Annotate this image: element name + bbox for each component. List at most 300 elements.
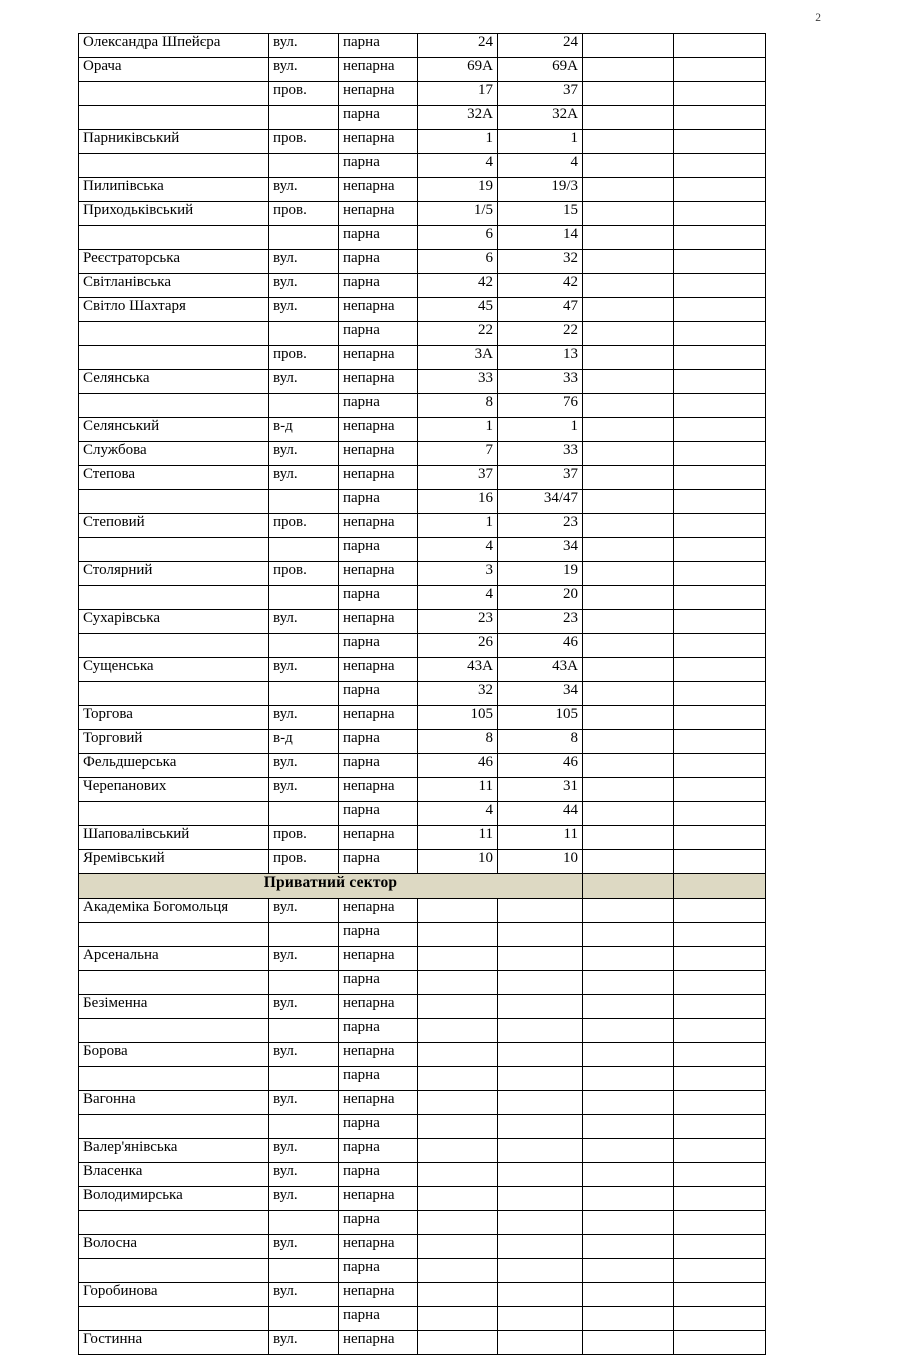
- table-row: [79, 1331, 766, 1355]
- street-name-cell: [79, 971, 269, 995]
- extra-column-2-cell: [674, 298, 766, 322]
- parity-cell: непарна: [339, 899, 418, 923]
- table-row: [79, 106, 766, 130]
- table-body: [79, 34, 766, 1355]
- parity-cell: непарна: [339, 1331, 418, 1355]
- parity-cell: непарна: [339, 562, 418, 586]
- parity-cell: непарна: [339, 130, 418, 154]
- section-header-pad-1: [583, 874, 674, 899]
- table-row: [79, 1019, 766, 1043]
- street-type-cell: вул.: [269, 34, 339, 58]
- table-row: [79, 826, 766, 850]
- street-name-cell: [79, 346, 269, 370]
- extra-column-1-cell: [583, 1043, 674, 1067]
- extra-column-1-cell: [583, 658, 674, 682]
- extra-column-1-cell: [583, 490, 674, 514]
- extra-column-2-cell: [674, 442, 766, 466]
- range-to-cell: 76: [498, 394, 583, 418]
- extra-column-1-cell: [583, 754, 674, 778]
- table-row: [79, 322, 766, 346]
- extra-column-2-cell: [674, 106, 766, 130]
- parity-cell: непарна: [339, 298, 418, 322]
- street-type-cell: [269, 1067, 339, 1091]
- range-to-cell: 33: [498, 370, 583, 394]
- table-row: [79, 682, 766, 706]
- extra-column-2-cell: [674, 274, 766, 298]
- street-name-cell: Володимирська: [79, 1187, 269, 1211]
- range-to-cell: [498, 1019, 583, 1043]
- range-to-cell: [498, 1139, 583, 1163]
- extra-column-1-cell: [583, 634, 674, 658]
- parity-cell: непарна: [339, 1043, 418, 1067]
- parity-cell: парна: [339, 1139, 418, 1163]
- table-row: [79, 802, 766, 826]
- range-from-cell: [418, 923, 498, 947]
- range-to-cell: [498, 1331, 583, 1355]
- extra-column-1-cell: [583, 298, 674, 322]
- parity-cell: парна: [339, 226, 418, 250]
- street-name-cell: [79, 1211, 269, 1235]
- range-from-cell: [418, 971, 498, 995]
- extra-column-1-cell: [583, 586, 674, 610]
- street-name-cell: Селянська: [79, 370, 269, 394]
- extra-column-2-cell: [674, 1187, 766, 1211]
- range-from-cell: 45: [418, 298, 498, 322]
- extra-column-1-cell: [583, 1259, 674, 1283]
- street-name-cell: Волосна: [79, 1235, 269, 1259]
- street-name-cell: [79, 1259, 269, 1283]
- range-to-cell: 31: [498, 778, 583, 802]
- street-name-cell: Торгова: [79, 706, 269, 730]
- range-from-cell: 6: [418, 226, 498, 250]
- table-row: [79, 1067, 766, 1091]
- street-name-cell: [79, 106, 269, 130]
- parity-cell: парна: [339, 1115, 418, 1139]
- range-from-cell: 3: [418, 562, 498, 586]
- extra-column-2-cell: [674, 850, 766, 874]
- table-row: [79, 562, 766, 586]
- extra-column-2-cell: [674, 466, 766, 490]
- street-type-cell: [269, 538, 339, 562]
- range-to-cell: 4: [498, 154, 583, 178]
- street-type-cell: пров.: [269, 346, 339, 370]
- range-from-cell: 105: [418, 706, 498, 730]
- extra-column-1-cell: [583, 682, 674, 706]
- street-name-cell: Сухарівська: [79, 610, 269, 634]
- extra-column-2-cell: [674, 1259, 766, 1283]
- parity-cell: непарна: [339, 1091, 418, 1115]
- street-registry-table: [78, 33, 766, 1355]
- street-type-cell: пров.: [269, 850, 339, 874]
- range-from-cell: 32A: [418, 106, 498, 130]
- range-from-cell: [418, 1091, 498, 1115]
- extra-column-1-cell: [583, 82, 674, 106]
- extra-column-1-cell: [583, 1163, 674, 1187]
- extra-column-1-cell: [583, 130, 674, 154]
- table-row: [79, 995, 766, 1019]
- street-name-cell: [79, 634, 269, 658]
- parity-cell: парна: [339, 322, 418, 346]
- range-to-cell: [498, 923, 583, 947]
- extra-column-2-cell: [674, 730, 766, 754]
- extra-column-2-cell: [674, 802, 766, 826]
- street-type-cell: вул.: [269, 995, 339, 1019]
- street-type-cell: вул.: [269, 1283, 339, 1307]
- parity-cell: непарна: [339, 58, 418, 82]
- table-row: [79, 634, 766, 658]
- parity-cell: парна: [339, 490, 418, 514]
- street-name-cell: Службова: [79, 442, 269, 466]
- street-type-cell: [269, 971, 339, 995]
- street-type-cell: вул.: [269, 899, 339, 923]
- parity-cell: непарна: [339, 826, 418, 850]
- range-from-cell: 8: [418, 394, 498, 418]
- extra-column-2-cell: [674, 154, 766, 178]
- extra-column-2-cell: [674, 754, 766, 778]
- street-name-cell: [79, 923, 269, 947]
- extra-column-1-cell: [583, 370, 674, 394]
- extra-column-1-cell: [583, 923, 674, 947]
- table-row: [79, 298, 766, 322]
- street-type-cell: вул.: [269, 274, 339, 298]
- table-row: [79, 346, 766, 370]
- table-row: [79, 466, 766, 490]
- street-name-cell: [79, 226, 269, 250]
- extra-column-2-cell: [674, 1331, 766, 1355]
- street-type-cell: [269, 802, 339, 826]
- parity-cell: парна: [339, 923, 418, 947]
- table-row: [79, 490, 766, 514]
- range-to-cell: [498, 995, 583, 1019]
- extra-column-2-cell: [674, 130, 766, 154]
- range-to-cell: 32: [498, 250, 583, 274]
- extra-column-1-cell: [583, 947, 674, 971]
- street-name-cell: Селянський: [79, 418, 269, 442]
- extra-column-2-cell: [674, 682, 766, 706]
- extra-column-1-cell: [583, 1115, 674, 1139]
- range-from-cell: 46: [418, 754, 498, 778]
- range-from-cell: [418, 1259, 498, 1283]
- table-row: [79, 899, 766, 923]
- extra-column-2-cell: [674, 538, 766, 562]
- range-to-cell: 14: [498, 226, 583, 250]
- extra-column-2-cell: [674, 634, 766, 658]
- extra-column-1-cell: [583, 826, 674, 850]
- extra-column-2-cell: [674, 778, 766, 802]
- range-to-cell: [498, 899, 583, 923]
- range-from-cell: 10: [418, 850, 498, 874]
- range-to-cell: 15: [498, 202, 583, 226]
- extra-column-1-cell: [583, 106, 674, 130]
- street-name-cell: Світло Шахтаря: [79, 298, 269, 322]
- table-row: [79, 394, 766, 418]
- parity-cell: парна: [339, 634, 418, 658]
- street-type-cell: вул.: [269, 610, 339, 634]
- parity-cell: непарна: [339, 610, 418, 634]
- range-to-cell: [498, 1115, 583, 1139]
- extra-column-1-cell: [583, 178, 674, 202]
- parity-cell: непарна: [339, 178, 418, 202]
- extra-column-2-cell: [674, 1211, 766, 1235]
- range-from-cell: 42: [418, 274, 498, 298]
- range-to-cell: [498, 1187, 583, 1211]
- extra-column-1-cell: [583, 346, 674, 370]
- parity-cell: непарна: [339, 202, 418, 226]
- street-type-cell: вул.: [269, 298, 339, 322]
- range-from-cell: 33: [418, 370, 498, 394]
- extra-column-1-cell: [583, 971, 674, 995]
- street-registry-table-wrapper: [78, 33, 765, 1355]
- table-row: [79, 658, 766, 682]
- parity-cell: парна: [339, 971, 418, 995]
- extra-column-1-cell: [583, 514, 674, 538]
- range-to-cell: 1: [498, 130, 583, 154]
- parity-cell: непарна: [339, 418, 418, 442]
- range-from-cell: [418, 1115, 498, 1139]
- extra-column-2-cell: [674, 706, 766, 730]
- street-type-cell: [269, 682, 339, 706]
- extra-column-1-cell: [583, 562, 674, 586]
- range-from-cell: [418, 1211, 498, 1235]
- street-type-cell: [269, 490, 339, 514]
- range-from-cell: 19: [418, 178, 498, 202]
- range-from-cell: 26: [418, 634, 498, 658]
- parity-cell: непарна: [339, 1235, 418, 1259]
- parity-cell: парна: [339, 274, 418, 298]
- section-header-label: Приватний сектор: [79, 874, 583, 899]
- extra-column-2-cell: [674, 58, 766, 82]
- range-to-cell: 13: [498, 346, 583, 370]
- extra-column-2-cell: [674, 826, 766, 850]
- range-to-cell: 105: [498, 706, 583, 730]
- range-to-cell: [498, 1307, 583, 1331]
- range-from-cell: 1: [418, 130, 498, 154]
- extra-column-2-cell: [674, 1115, 766, 1139]
- extra-column-1-cell: [583, 538, 674, 562]
- table-row: [79, 226, 766, 250]
- range-to-cell: 19: [498, 562, 583, 586]
- range-from-cell: [418, 1331, 498, 1355]
- street-type-cell: вул.: [269, 370, 339, 394]
- extra-column-1-cell: [583, 154, 674, 178]
- table-row: [79, 1139, 766, 1163]
- table-row: [79, 202, 766, 226]
- street-type-cell: вул.: [269, 1163, 339, 1187]
- extra-column-1-cell: [583, 1307, 674, 1331]
- parity-cell: непарна: [339, 370, 418, 394]
- range-to-cell: 19/3: [498, 178, 583, 202]
- street-type-cell: вул.: [269, 1235, 339, 1259]
- street-type-cell: вул.: [269, 1091, 339, 1115]
- street-name-cell: [79, 682, 269, 706]
- range-to-cell: 47: [498, 298, 583, 322]
- street-type-cell: вул.: [269, 466, 339, 490]
- street-name-cell: [79, 490, 269, 514]
- street-type-cell: [269, 1115, 339, 1139]
- parity-cell: непарна: [339, 706, 418, 730]
- street-type-cell: вул.: [269, 1187, 339, 1211]
- extra-column-2-cell: [674, 586, 766, 610]
- extra-column-1-cell: [583, 418, 674, 442]
- extra-column-2-cell: [674, 370, 766, 394]
- range-from-cell: 11: [418, 826, 498, 850]
- table-row: [79, 971, 766, 995]
- extra-column-2-cell: [674, 947, 766, 971]
- range-from-cell: 4: [418, 586, 498, 610]
- street-name-cell: Столярний: [79, 562, 269, 586]
- street-name-cell: [79, 538, 269, 562]
- street-name-cell: [79, 586, 269, 610]
- extra-column-1-cell: [583, 850, 674, 874]
- extra-column-1-cell: [583, 730, 674, 754]
- range-to-cell: [498, 1283, 583, 1307]
- street-name-cell: [79, 394, 269, 418]
- street-type-cell: вул.: [269, 1331, 339, 1355]
- range-to-cell: 10: [498, 850, 583, 874]
- range-from-cell: 1/5: [418, 202, 498, 226]
- street-name-cell: Пилипівська: [79, 178, 269, 202]
- extra-column-2-cell: [674, 995, 766, 1019]
- parity-cell: парна: [339, 1307, 418, 1331]
- range-to-cell: 37: [498, 466, 583, 490]
- extra-column-1-cell: [583, 322, 674, 346]
- extra-column-2-cell: [674, 418, 766, 442]
- street-type-cell: вул.: [269, 1043, 339, 1067]
- table-row: [79, 1235, 766, 1259]
- extra-column-2-cell: [674, 971, 766, 995]
- extra-column-1-cell: [583, 274, 674, 298]
- extra-column-2-cell: [674, 1139, 766, 1163]
- street-type-cell: [269, 226, 339, 250]
- table-row: [79, 538, 766, 562]
- parity-cell: непарна: [339, 1187, 418, 1211]
- parity-cell: непарна: [339, 442, 418, 466]
- range-from-cell: 3A: [418, 346, 498, 370]
- range-to-cell: [498, 1235, 583, 1259]
- extra-column-1-cell: [583, 1139, 674, 1163]
- extra-column-1-cell: [583, 1235, 674, 1259]
- street-type-cell: пров.: [269, 826, 339, 850]
- range-from-cell: 8: [418, 730, 498, 754]
- street-type-cell: вул.: [269, 947, 339, 971]
- range-to-cell: 1: [498, 418, 583, 442]
- range-to-cell: 23: [498, 610, 583, 634]
- range-from-cell: 32: [418, 682, 498, 706]
- table-row: [79, 850, 766, 874]
- page-number: 2: [815, 12, 821, 24]
- extra-column-2-cell: [674, 490, 766, 514]
- street-name-cell: Степова: [79, 466, 269, 490]
- street-name-cell: Приходьківський: [79, 202, 269, 226]
- parity-cell: непарна: [339, 947, 418, 971]
- street-name-cell: Реєстраторська: [79, 250, 269, 274]
- range-to-cell: 24: [498, 34, 583, 58]
- table-row: [79, 82, 766, 106]
- street-name-cell: [79, 1019, 269, 1043]
- street-name-cell: Фельдшерська: [79, 754, 269, 778]
- extra-column-1-cell: [583, 466, 674, 490]
- extra-column-1-cell: [583, 202, 674, 226]
- range-to-cell: 32A: [498, 106, 583, 130]
- street-type-cell: [269, 154, 339, 178]
- range-to-cell: 37: [498, 82, 583, 106]
- range-from-cell: [418, 1163, 498, 1187]
- table-row: [79, 1115, 766, 1139]
- extra-column-1-cell: [583, 226, 674, 250]
- range-from-cell: [418, 1235, 498, 1259]
- range-to-cell: [498, 1259, 583, 1283]
- street-type-cell: вул.: [269, 178, 339, 202]
- street-name-cell: [79, 154, 269, 178]
- table-row: [79, 442, 766, 466]
- range-to-cell: 34: [498, 682, 583, 706]
- range-to-cell: 22: [498, 322, 583, 346]
- extra-column-1-cell: [583, 394, 674, 418]
- extra-column-2-cell: [674, 394, 766, 418]
- parity-cell: парна: [339, 1211, 418, 1235]
- table-row: [79, 178, 766, 202]
- range-from-cell: 24: [418, 34, 498, 58]
- range-to-cell: 43A: [498, 658, 583, 682]
- street-type-cell: [269, 1307, 339, 1331]
- table-row: [79, 514, 766, 538]
- street-name-cell: Шаповалівський: [79, 826, 269, 850]
- street-type-cell: в-д: [269, 418, 339, 442]
- street-name-cell: Горобинова: [79, 1283, 269, 1307]
- extra-column-1-cell: [583, 706, 674, 730]
- parity-cell: парна: [339, 1019, 418, 1043]
- street-type-cell: [269, 1259, 339, 1283]
- street-type-cell: вул.: [269, 778, 339, 802]
- parity-cell: парна: [339, 394, 418, 418]
- street-type-cell: [269, 1211, 339, 1235]
- street-name-cell: Гостинна: [79, 1331, 269, 1355]
- range-to-cell: 8: [498, 730, 583, 754]
- range-from-cell: 37: [418, 466, 498, 490]
- street-name-cell: Вагонна: [79, 1091, 269, 1115]
- parity-cell: парна: [339, 250, 418, 274]
- extra-column-2-cell: [674, 1043, 766, 1067]
- range-from-cell: 23: [418, 610, 498, 634]
- extra-column-2-cell: [674, 610, 766, 634]
- parity-cell: парна: [339, 730, 418, 754]
- extra-column-2-cell: [674, 1307, 766, 1331]
- parity-cell: парна: [339, 106, 418, 130]
- extra-column-1-cell: [583, 1091, 674, 1115]
- street-type-cell: [269, 634, 339, 658]
- range-from-cell: 16: [418, 490, 498, 514]
- range-to-cell: 42: [498, 274, 583, 298]
- range-from-cell: [418, 1067, 498, 1091]
- parity-cell: парна: [339, 154, 418, 178]
- range-from-cell: 22: [418, 322, 498, 346]
- range-to-cell: [498, 1067, 583, 1091]
- parity-cell: парна: [339, 1259, 418, 1283]
- range-to-cell: [498, 971, 583, 995]
- table-row: [79, 947, 766, 971]
- range-from-cell: [418, 995, 498, 1019]
- range-from-cell: 43A: [418, 658, 498, 682]
- extra-column-1-cell: [583, 1331, 674, 1355]
- street-type-cell: вул.: [269, 250, 339, 274]
- street-name-cell: Черепанових: [79, 778, 269, 802]
- range-from-cell: [418, 1283, 498, 1307]
- range-to-cell: 34/47: [498, 490, 583, 514]
- extra-column-2-cell: [674, 34, 766, 58]
- extra-column-2-cell: [674, 1067, 766, 1091]
- extra-column-1-cell: [583, 1019, 674, 1043]
- street-name-cell: Яремівський: [79, 850, 269, 874]
